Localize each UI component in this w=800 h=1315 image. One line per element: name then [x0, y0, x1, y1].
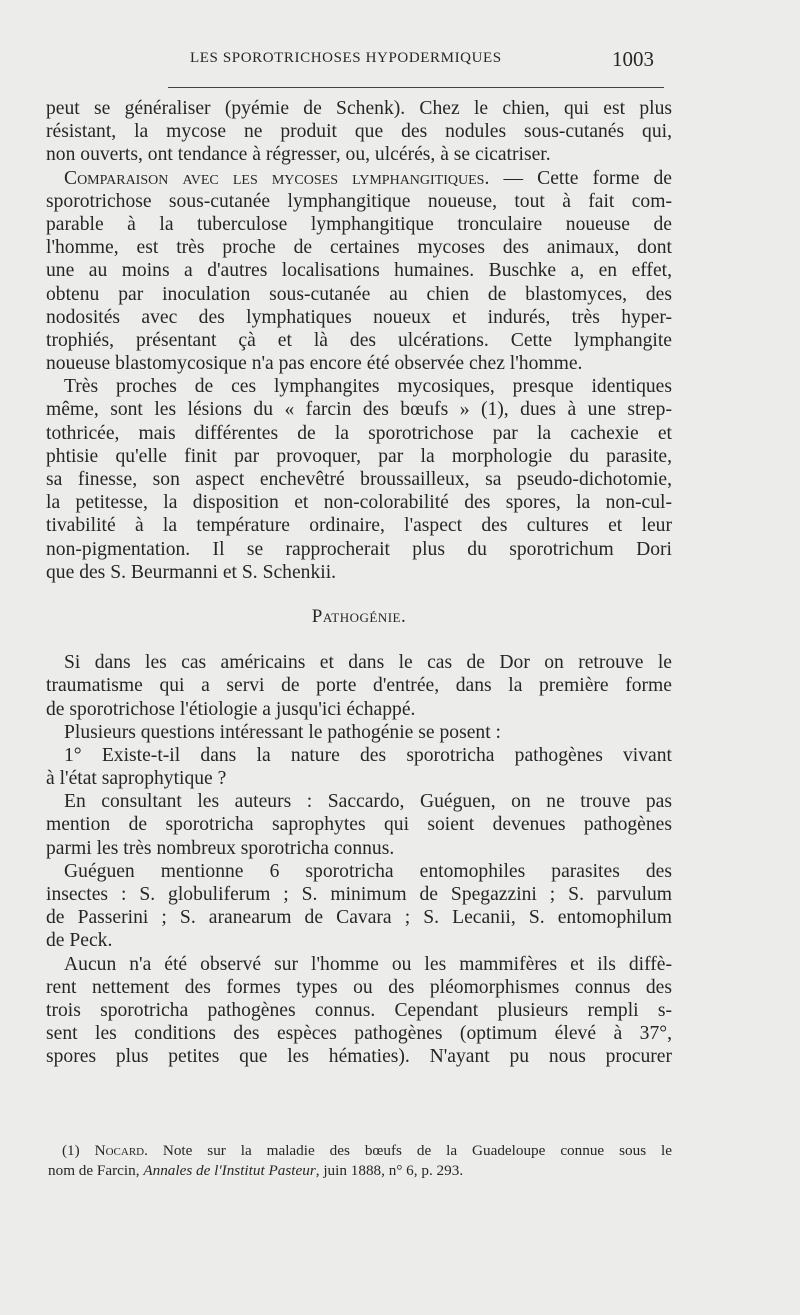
main-text — [46, 97, 672, 1069]
text-line: l'homme, est très proche de certaines mycoses des animaux, dont — [46, 237, 672, 259]
text-line: la petitesse, la disposition et non-colorabilité des spores, la non-cul- — [46, 492, 672, 514]
text-line: sent les conditions des espèces pathogènes (optimum élevé à 37°, — [46, 1023, 672, 1045]
text-line: insectes : S. globuliferum ; S. minimum de Spegazzini ; S. parvulum — [46, 884, 672, 905]
text-line: même, sont les lésions du « farcin des bœufs » (1), dues à une strep- — [46, 399, 672, 421]
footnote-text: nom de Farcin, — [48, 1162, 144, 1179]
text-line: spores plus petites que les hématies). N'ayant pu nous procurer — [46, 1046, 672, 1068]
text-line: parmi les très nombreux sporotricha connus. — [46, 837, 395, 859]
text-line: Plusieurs questions intéressant le pathogénie se posent : — [64, 721, 501, 743]
text-line: sporotrichose sous-cutanée lymphangitique noueuse, tout à fait com- — [46, 190, 672, 212]
text-line: de sporotrichose l'étiologie a jusqu'ici échappé. — [46, 698, 416, 720]
text-line: non-pigmentation. Il se rapprocherait plus du sporotrichum Dori — [46, 538, 672, 560]
text-line: En consultant les auteurs : Saccardo, Guéguen, on ne trouve pas — [64, 791, 672, 813]
text-line: une au moins a d'autres localisations humaines. Buschke a, en effet, — [46, 260, 672, 282]
header-rule — [168, 87, 664, 88]
text-line: peut se généraliser (pyémie de Schenk). Chez le chien, qui est plus — [46, 98, 672, 119]
section-lead: Comparaison avec les mycoses lymphangitiques. — [64, 167, 490, 189]
page-number: 1003 — [612, 47, 654, 71]
section-heading: Pathogénie. — [311, 605, 407, 627]
text-line: Si dans les cas américains et dans le cas de Dor on retrouve le — [64, 652, 672, 674]
footnote-line — [48, 1161, 672, 1181]
running-title: LES SPOROTRICHOSES HYPODERMIQUES — [190, 50, 502, 66]
text-line — [46, 167, 672, 190]
footnote-author: Nocard. — [94, 1142, 148, 1159]
footnote-text: Note sur la maladie des bœufs de la Guadeloupe connue sous le — [147, 1142, 672, 1159]
text-line: Guéguen mentionne 6 sporotricha entomophiles parasites des — [64, 860, 672, 882]
text-line: trois sporotricha pathogènes connus. Cependant plusieurs rempli s- — [46, 999, 672, 1021]
footnote-line — [48, 1141, 672, 1161]
page-header — [0, 48, 800, 74]
footnote-journal: Annales de l'Institut Pasteur — [143, 1162, 316, 1179]
footnotes — [48, 1141, 672, 1181]
text-line: Très proches de ces lymphangites mycosiques, presque identiques — [64, 376, 672, 398]
text-line: traumatisme qui a servi de porte d'entrée, dans la première forme — [46, 675, 672, 697]
text-line: phtisie qu'elle finit par provoquer, par la morphologie du parasite, — [46, 445, 672, 467]
text-line: de Peck. — [46, 930, 113, 952]
text-line: Aucun n'a été observé sur l'homme ou les mammifères et ils diffè- — [64, 953, 672, 975]
text-line: noueuse blastomycosique n'a pas encore été observée chez l'homme. — [46, 353, 583, 375]
text-line: à l'état saprophytique ? — [46, 768, 227, 790]
text-line: mention de sporotricha saprophytes qui soient devenues pathogènes — [46, 814, 672, 836]
text-line: que des S. Beurmanni et S. Schenkii. — [46, 561, 337, 583]
text-line: trophiés, présentant çà et là des ulcérations. Cette lymphangite — [46, 329, 672, 351]
text-line: tivabilité à la température ordinaire, l'aspect des cultures et leur — [46, 515, 672, 537]
text-line: nodosités avec des lymphatiques noueux et indurés, très hyper- — [46, 306, 672, 328]
text-line: résistant, la mycose ne produit que des nodules sous-cutanés qui, — [46, 121, 672, 143]
text-line: sa finesse, son aspect enchevêtré broussailleux, sa pseudo-dichotomie, — [46, 469, 672, 490]
text-line: rent nettement des formes types ou des pléomorphismes connus des — [46, 976, 672, 998]
text-line: de Passerini ; S. aranearum de Cavara ; S. Lecanii, S. entomophilum — [46, 907, 672, 929]
text-line: 1° Existe-t-il dans la nature des sporotricha pathogènes vivant — [64, 744, 672, 766]
text-fragment: — Cette forme de — [489, 167, 672, 189]
footnote-marker: (1) — [62, 1142, 95, 1159]
text-line: obtenu par inoculation sous-cutanée au chien de blastomyces, des — [46, 283, 672, 305]
footnote-text: , juin 1888, n° 6, p. 293. — [315, 1162, 464, 1179]
text-line: non ouverts, ont tendance à régresser, ou, ulcérés, à se cicatriser. — [46, 144, 551, 166]
text-line: parable à la tuberculose lymphangitique tronculaire noueuse de — [46, 213, 672, 235]
text-line: tothricée, mais différentes de la sporotrichose par la cachexie et — [46, 422, 672, 444]
